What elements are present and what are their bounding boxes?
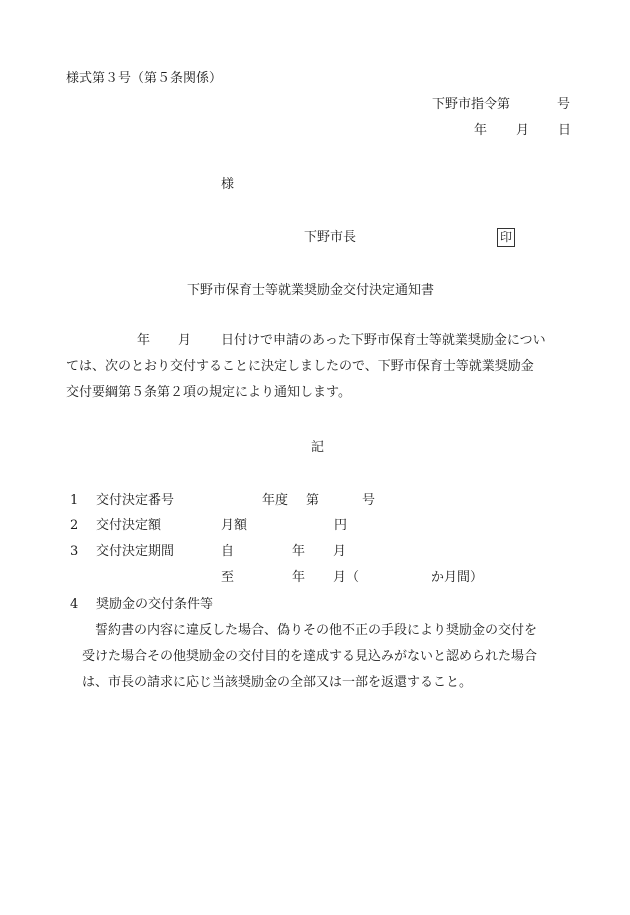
body-line-1 [0, 333, 630, 349]
item-4-label: 奨励金の交付条件等 [96, 597, 214, 612]
reference-number-prefix: 下野市指令第 [432, 97, 511, 112]
item-1-go: 号 [362, 493, 376, 508]
ki-heading: 記 [311, 440, 325, 455]
item-3-label: 交付決定期間 [96, 544, 175, 559]
reference-number-suffix: 号 [557, 97, 571, 112]
item-1-number: 1 [70, 493, 79, 508]
item-1-label: 交付決定番号 [96, 493, 175, 508]
item-1-dai: 第 [306, 493, 320, 508]
item-2-yen: 円 [334, 518, 348, 533]
item-3-from: 自 [221, 544, 235, 559]
body-year: 年 [137, 333, 151, 348]
item-2-label: 交付決定額 [96, 518, 162, 533]
date-day: 日 [558, 123, 572, 138]
body-line-3: 交付要綱第５条第２項の規定により通知します。 [66, 385, 351, 400]
item-3-to-month: 月（ [333, 570, 360, 585]
body-line-2: ては、次のとおり交付することに決定しましたので、下野市保育士等就業奨励金 [66, 359, 534, 374]
conditions-line-1: 誓約書の内容に違反した場合、偽りその他不正の手段により奨励金の交付を [95, 623, 538, 638]
item-3-to: 至 [221, 570, 235, 585]
date-year: 年 [474, 123, 488, 138]
form-number: 様式第３号（第５条関係） [66, 71, 223, 86]
item-3-number: 3 [70, 544, 79, 559]
item-2-number: 2 [70, 518, 79, 533]
item-4-number: 4 [70, 597, 79, 612]
item-1-fiscal-year: 年度 [262, 493, 289, 508]
item-3-from-month: 月 [333, 544, 347, 559]
item-3-to-year: 年 [292, 570, 306, 585]
seal-mark: 印 [497, 228, 515, 247]
date-month: 月 [516, 123, 530, 138]
item-3-from-year: 年 [292, 544, 306, 559]
item-2-monthly: 月額 [221, 518, 248, 533]
addressee-suffix: 様 [221, 177, 235, 192]
conditions-line-2: 受けた場合その他奨励金の交付目的を達成する見込みがないと認められた場合 [82, 649, 538, 664]
item-3-months: か月間） [431, 570, 484, 585]
sender-name: 下野市長 [304, 230, 357, 245]
conditions-line-3: は、市長の請求に応じ当該奨励金の全部又は一部を返還すること。 [82, 675, 473, 690]
body-rest: 日付けで申請のあった下野市保育士等就業奨励金につい [221, 333, 546, 348]
document-title: 下野市保育士等就業奨励金交付決定通知書 [187, 283, 435, 298]
body-month: 月 [178, 333, 192, 348]
